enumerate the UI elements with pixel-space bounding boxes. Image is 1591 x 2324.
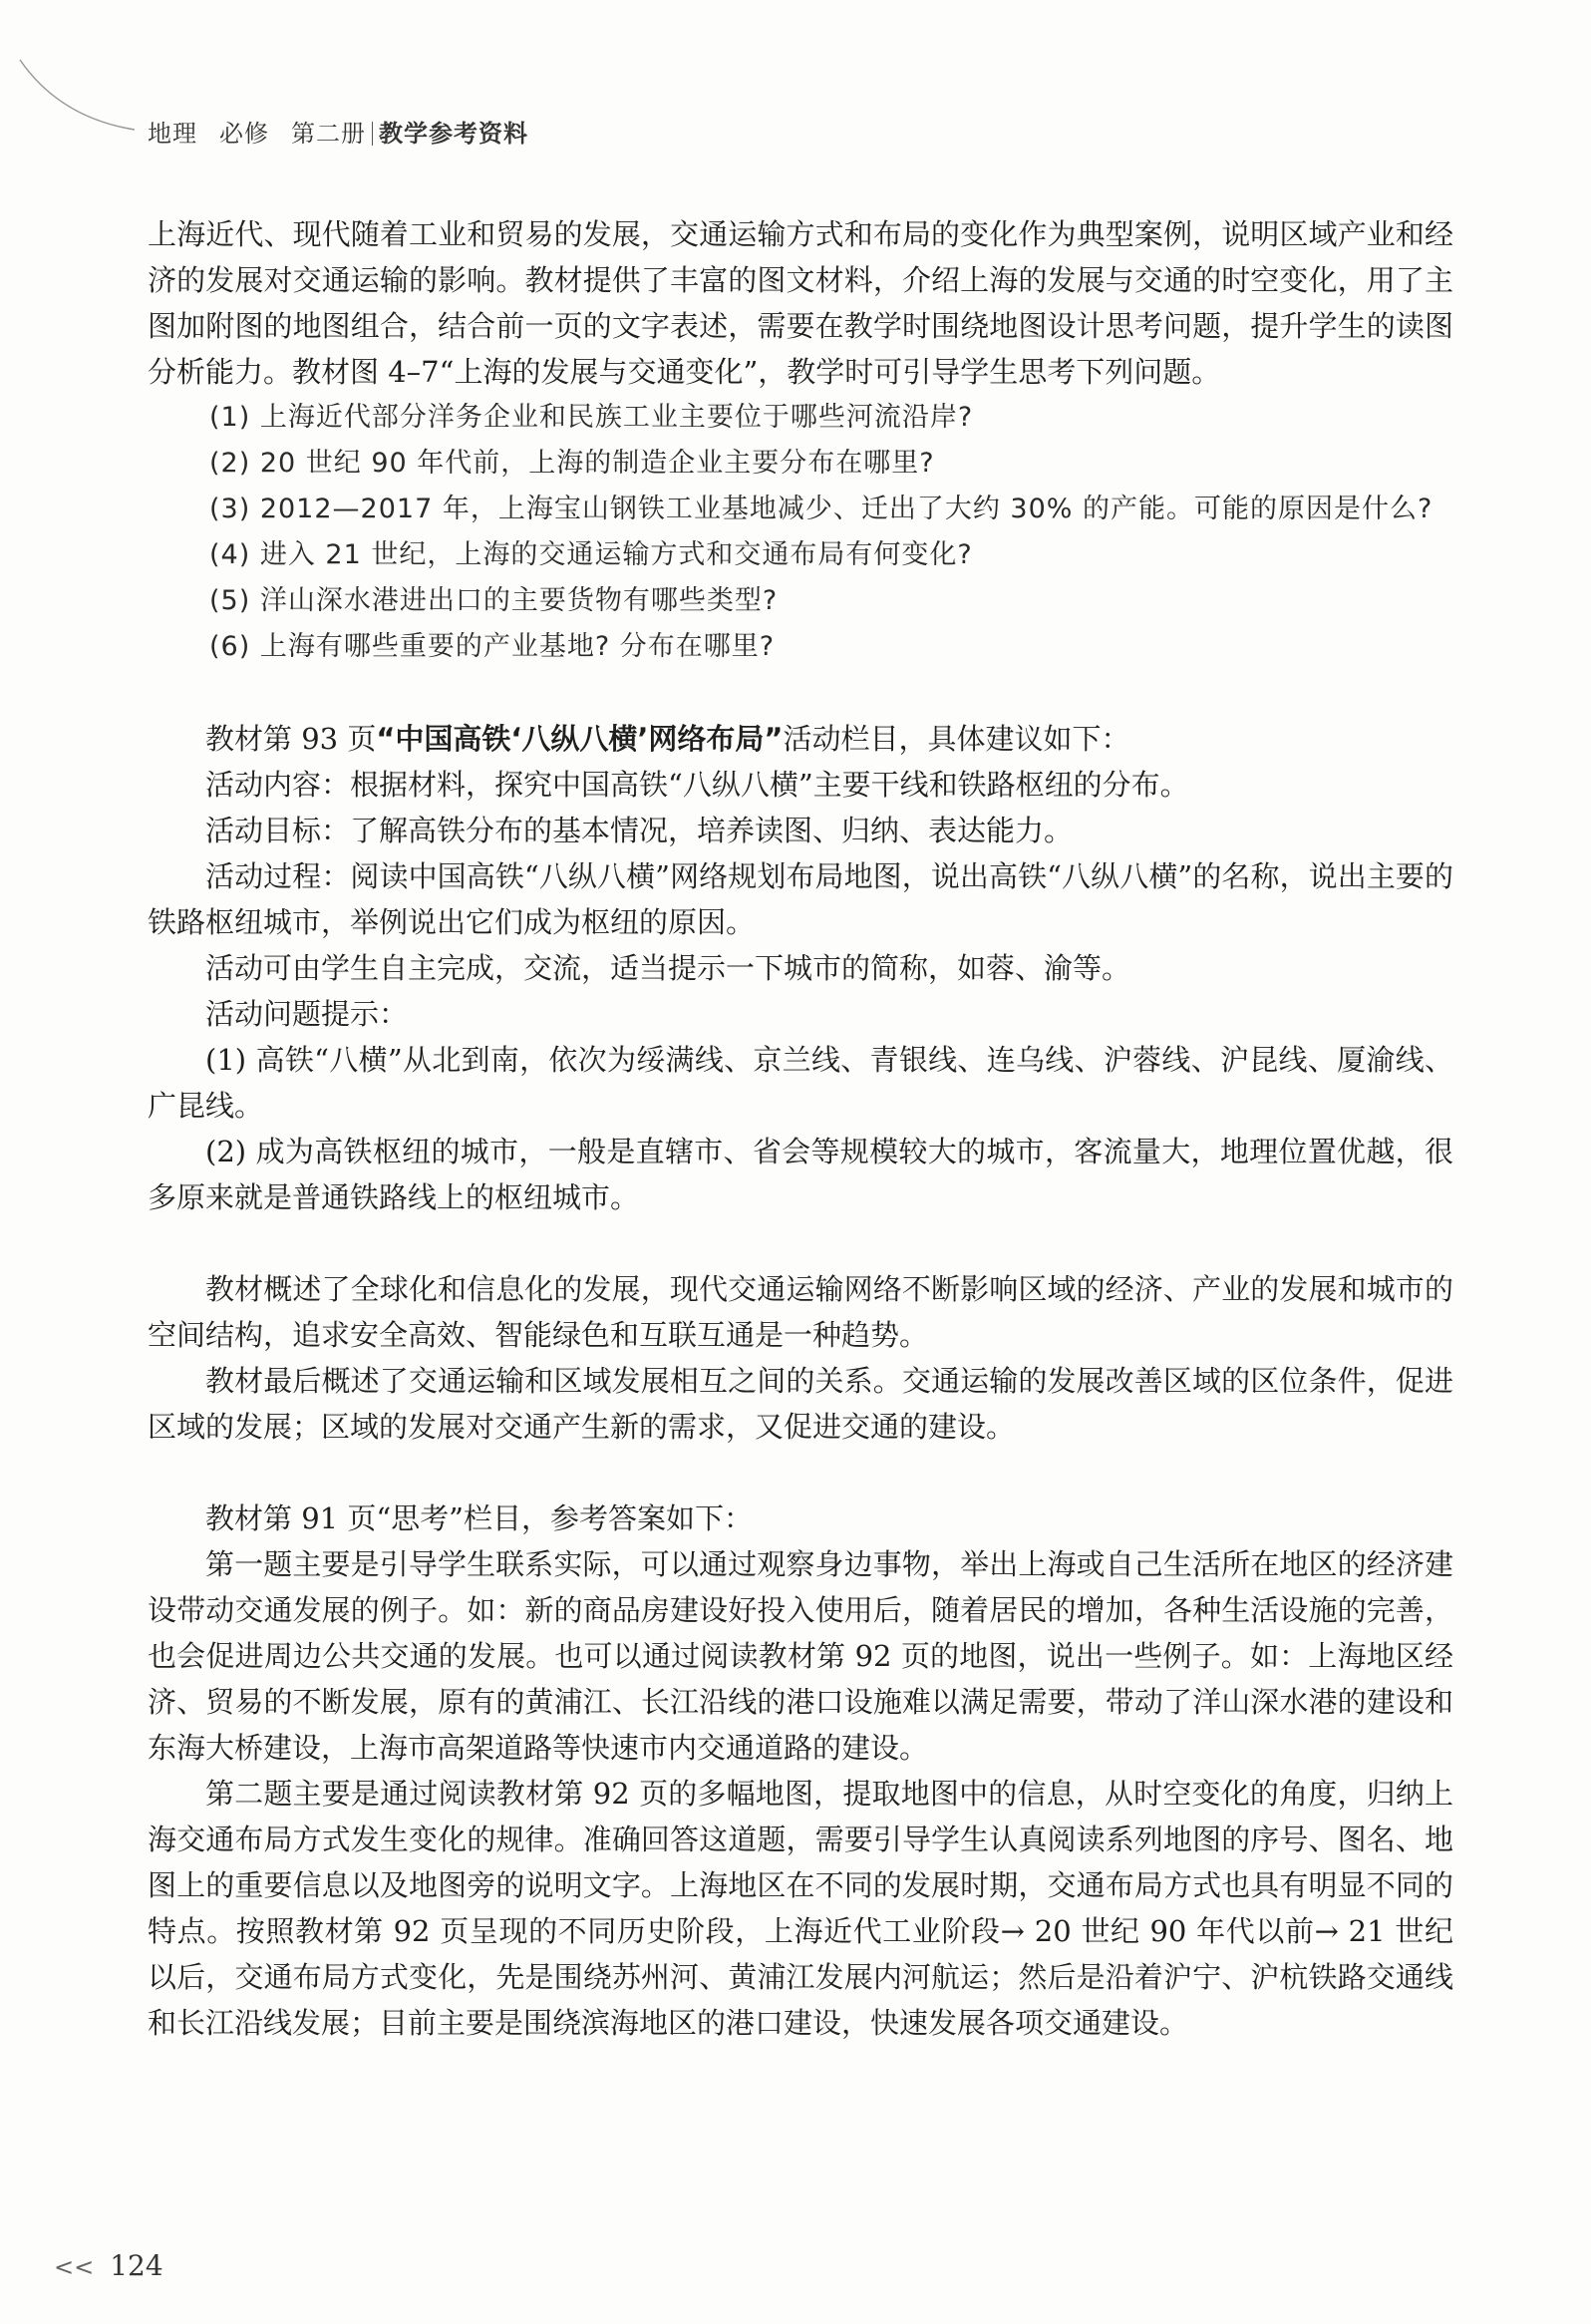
page-header — [148, 114, 528, 149]
question-item: (6) 上海有哪些重要的产业基地? 分布在哪里? — [209, 631, 776, 662]
question-item: (3) 2012—2017 年，上海宝山钢铁工业基地减少、迁出了大约 30% 的产能。可能的原因是什么? — [209, 494, 1433, 524]
activity-goal: 活动目标：了解高铁分布的基本情况，培养读图、归纳、表达能力。 — [205, 814, 1074, 847]
header-book-title: 教学参考资料 — [379, 120, 528, 148]
summary-paragraph-2: 教材最后概述了交通运输和区域发展相互之间的关系。交通运输的发展改善区域的区位条件，促进区域的发展；区域的发展对交通产生新的需求，又促进交通的建设。 — [148, 1364, 1453, 1444]
activity-title: “中国高铁‘八纵八横’网络布局” — [376, 722, 784, 756]
page-number: 124 — [110, 2249, 163, 2282]
think-section — [148, 1495, 1453, 2046]
activity-intro — [148, 716, 1453, 762]
activity-hint-1: (1) 高铁“八横”从北到南，依次为绥满线、京兰线、青银线、连乌线、沪蓉线、沪昆线、厦渝线、广昆线。 — [148, 1043, 1453, 1123]
activity-process: 活动过程：阅读中国高铁“八纵八横”网络规划布局地图，说出高铁“八纵八横”的名称，说出主要的铁路枢纽城市，举例说出它们成为枢纽的原因。 — [148, 859, 1453, 939]
summary-paragraph-1: 教材概述了全球化和信息化的发展，现代交通运输网络不断影响区域的经济、产业的发展和城市的空间结构，追求安全高效、智能绿色和互联互通是一种趋势。 — [148, 1272, 1453, 1352]
activity-hint-2: (2) 成为高铁枢纽的城市，一般是直辖市、省会等规模较大的城市，客流量大，地理位置优越，很多原来就是普通铁路线上的枢纽城市。 — [148, 1135, 1453, 1214]
header-subject: 地理 — [148, 120, 197, 148]
think-intro: 教材第 91 页“思考”栏目，参考答案如下： — [205, 1501, 753, 1535]
intro-paragraph: 上海近代、现代随着工业和贸易的发展，交通运输方式和布局的变化作为典型案例，说明区域产业和经济的发展对交通运输的影响。教材提供了丰富的图文材料，介绍上海的发展与交通的时空变化，用了主图加附图的地图组合，结合前一页的文字表述，需要在教学时围绕地图设计思考问题，提升学生的读图分析能力。教材图 4–7“上海的发展与交通变化”，教学时可引导学生思考下列问题。 — [148, 217, 1453, 389]
question-item: (5) 洋山深水港进出口的主要货物有哪些类型? — [209, 585, 779, 616]
activity-note: 活动可由学生自主完成，交流，适当提示一下城市的简称，如蓉、渝等。 — [205, 951, 1131, 985]
header-volume: 第二册 — [291, 120, 366, 148]
think-answer-2: 第二题主要是通过阅读教材第 92 页的多幅地图，提取地图中的信息，从时空变化的角度，归纳上海交通布局方式发生变化的规律。准确回答这道题，需要引导学生认真阅读系列地图的序号、图名、地图上的重要信息以及地图旁的说明文字。上海地区在不同的发展时期，交通布局方式也具有明显不同的特点。按照教材第 92 页呈现的不同历史阶段，上海近代工业阶段→ 20 世纪 90 年代以前→ 21 世纪以后，交通布局方式变化，先是围绕苏州河、黄浦江发展内河航运；然后是沿着沪宁、沪杭铁路交通线和长江沿线发展；目前主要是围绕滨海地区的港口建设，快速发展各项交通建设。 — [148, 1777, 1453, 2040]
page-footer — [54, 2249, 163, 2282]
activity-intro-suffix: 活动栏目，具体建议如下： — [783, 722, 1130, 756]
summary-section — [148, 1266, 1453, 1450]
question-item: (1) 上海近代部分洋务企业和民族工业主要位于哪些河流沿岸? — [209, 402, 974, 433]
header-divider — [372, 122, 373, 146]
question-item: (2) 20 世纪 90 年代前，上海的制造企业主要分布在哪里? — [209, 448, 935, 479]
question-list — [148, 395, 1453, 670]
activity-content: 活动内容：根据材料，探究中国高铁“八纵八横”主要干线和铁路枢纽的分布。 — [205, 768, 1189, 802]
think-answer-1: 第一题主要是引导学生联系实际，可以通过观察身边事物，举出上海或自己生活所在地区的经济建设带动交通发展的例子。如：新的商品房建设好投入使用后，随着居民的增加，各种生活设施的完善，也会促进周边公共交通的发展。也可以通过阅读教材第 92 页的地图，说出一些例子。如：上海地区经济、贸易的不断发展，原有的黄浦江、长江沿线的港口设施难以满足需要，带动了洋山深水港的建设和东海大桥建设，上海市高架道路等快速市内交通道路的建设。 — [148, 1547, 1453, 1765]
question-item: (4) 进入 21 世纪，上海的交通运输方式和交通布局有何变化? — [209, 539, 973, 570]
activity-section — [148, 716, 1453, 1220]
page-body — [148, 211, 1453, 2046]
activity-intro-prefix: 教材第 93 页 — [205, 722, 377, 756]
activity-hint-title: 活动问题提示： — [205, 997, 409, 1031]
header-decorative-curve — [0, 0, 140, 150]
header-course: 必修 — [219, 120, 269, 148]
footer-arrows: << — [54, 2253, 95, 2281]
